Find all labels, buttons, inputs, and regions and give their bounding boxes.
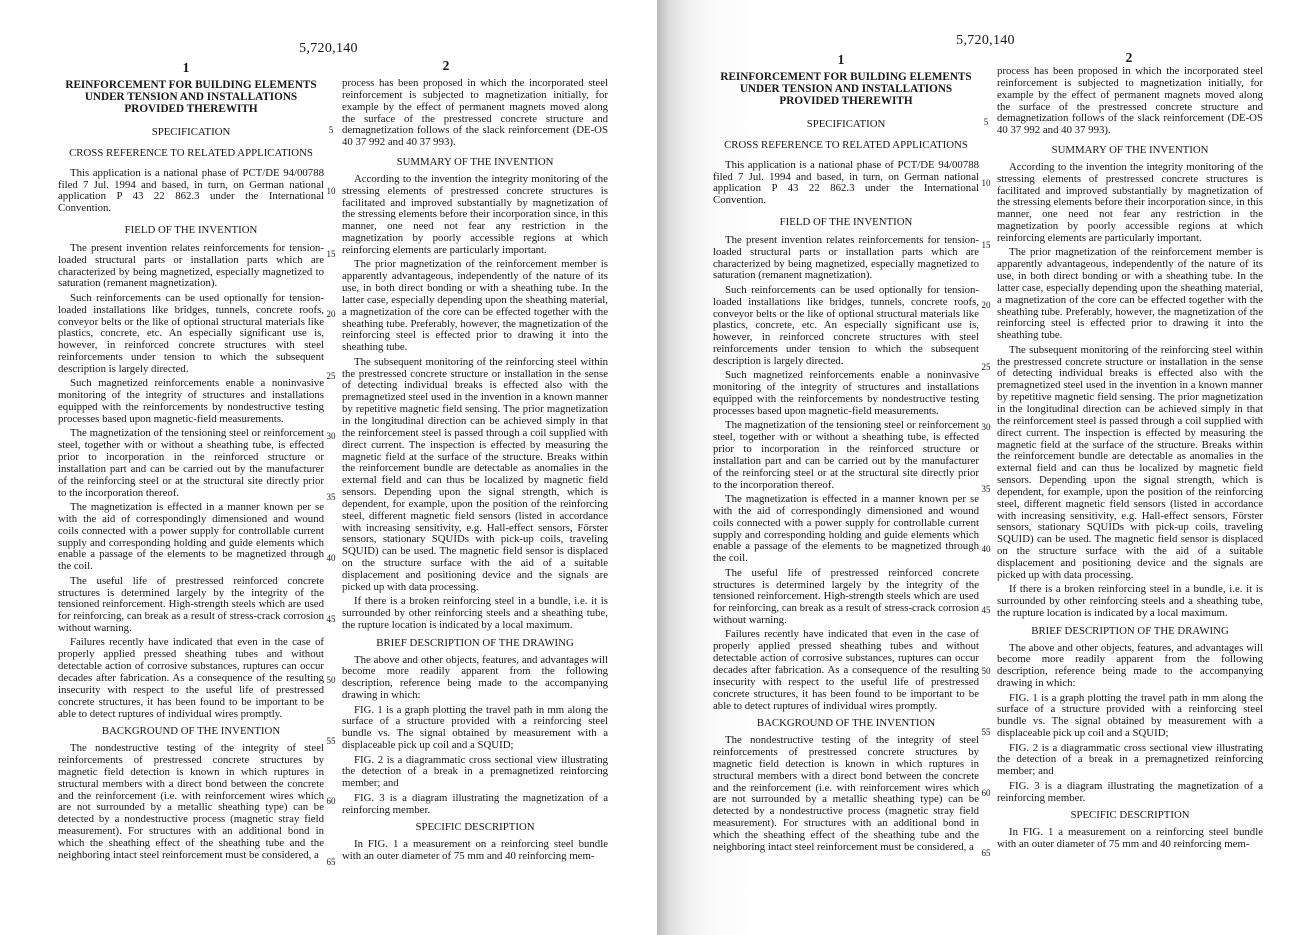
summary-paragraph: According to the invention the integrity monitoring of the stressing elements of prestressed concrete structures is facilitated and improved substantially by magnetization of the stressing elements before their incorporation since, in this manner, one need not fear any restriction in the magnetization by poorly accessible regions at which reinforcing elements are particularly important. <box>997 160 1263 244</box>
field-paragraph: The useful life of prestressed reinforced concrete structures is determined largely by the integrity of the tensioned reinforcement. High-strength steels which are used for reinforcing, can break as a result of stress-crack corrosion without warning. <box>713 566 979 627</box>
line-number: 20 <box>326 309 336 319</box>
field-paragraph: The magnetization is effected in a manner known per se with the aid of correspondingly dimensioned and wound coils connected with a power supply for controllable current supply and corresponding holding and guide elements which enable a passage of the elements to be magnetized through the coil. <box>58 501 324 573</box>
field-heading: FIELD OF THE INVENTION <box>779 216 913 229</box>
line-number: 40 <box>326 553 336 563</box>
column-number-1: 1 <box>182 60 190 75</box>
line-number: 5 <box>328 125 334 135</box>
field-paragraph: Failures recently have indicated that even in the case of properly applied pressed sheathing tubes and without detectable action of corrosive substances, ruptures can occur decades after fabrication. As a consequence of the resulting insecurity with respect to the useful life of prestressed concrete structures, it has been found to be important to be able to detect ruptures of individual wires promptly. <box>713 628 979 712</box>
drawing-paragraph: FIG. 3 is a diagram illustrating the magnetization of a reinforcing member. <box>342 791 608 816</box>
field-paragraph: The magnetization of the tensioning steel or reinforcement steel, together with or without a sheathing tube, is effected prior to incorporation in the reinforced structure or installation part and can be carried out by the manufacturer of the reinforcing steel or at the structural site directly prior to the incorporation thereof. <box>713 419 979 491</box>
line-number: 20 <box>981 300 991 310</box>
drawing-paragraph: FIG. 2 is a diagrammatic cross sectional view illustrating the detection of a break in a premagnetized reinforcing member; and <box>997 741 1263 778</box>
background-paragraph: The nondestructive testing of the integrity of steel reinforcements of prestressed concrete structures by magnetic field detection is known in which ruptures in structural members with a direct bond between the concrete and the reinforcement (i.e. with reinforcement wires which are not surrounded by a metallic sheathing type) can be detected by a nondestructive process (magnetic stray field measurement). For structures with an additional bond in which the sheathing effect of the sheathing tube and the neighboring intact steel reinforcement must be considered, a <box>58 742 324 861</box>
field-paragraph: Such magnetized reinforcements enable a noninvasive monitoring of the integrity of structures and installations equipped with the reinforcements by nondestructive testing processes based upon magnetic-field measurements. <box>58 377 324 425</box>
column-number-2: 2 <box>1125 50 1133 65</box>
specification-heading: SPECIFICATION <box>151 126 231 138</box>
cross-reference-text: This application is a national phase of PCT/DE 94/00788 filed 7 Jul. 1994 and based, in turn, on German national application P 43 22 862.3 under the International Convention. <box>58 166 324 215</box>
field-paragraph: The present invention relates reinforcements for tension-loaded structural parts or installation parts which are characterized by being magnetized, especially magnetized to saturation (remanent magnetization). <box>58 241 324 290</box>
drawing-heading: BRIEF DESCRIPTION OF THE DRAWING <box>1031 624 1229 637</box>
intro-paragraph: process has been proposed in which the incorporated steel reinforcement is subjected to magnetization initially, for example by the effect of permanent magnets moved along the surface of the prestressed concrete structure and demagnetization follows of the slack reinforcement (DE-OS 40 37 992 and 40 37 993). <box>342 77 608 149</box>
summary-paragraph: If there is a broken reinforcing steel in a bundle, i.e. it is surrounded by other reinforcing steels and a sheathing tube, the rupture location is indicated by a local maximum. <box>342 595 608 631</box>
field-paragraph: The magnetization of the tensioning steel or reinforcement steel, together with or without a sheathing tube, is effected prior to incorporation in the reinforced structure or installation part and can be carried out by the manufacturer of the reinforcing steel or at the structural site directly prior to the incorporation thereof. <box>58 427 324 499</box>
summary-heading: SUMMARY OF THE INVENTION <box>1051 144 1209 157</box>
background-heading: BACKGROUND OF THE INVENTION <box>101 725 281 738</box>
summary-paragraph: The subsequent monitoring of the reinforcing steel within the prestressed concrete structure or installation in the sense of detecting individual breaks is effected also with the premagnetized steel used in the invention in a known manner by repetitive magnetic field sensing. The prior magnetization in the longitudinal direction can be achieved simply in that the reinforcement steel is passed through a coil supplied with direct current. The inspection is effected by measuring the magnetic field at the surface of the structure. Breaks within the reinforcement bundle are detectable as anomalies in the external field and can thus be localized by magnetic field sensors. Depending upon the signal strength, which is dependent, for example, upon the position of the reinforcing steel, different magnetic field sensors (listed in accordance with increasing sensitivity, e.g. Hall-effect sensors, Förster sensors, stationary SQUIDs with pick-up coils, traveling SQUID) can be used. The magnetic field sensor is displaced on the structure surface with the aid of a suitable displacement and positioning device and the signals are picked up with data processing. <box>997 343 1263 581</box>
drawing-paragraph: FIG. 1 is a graph plotting the travel path in mm along the surface of a structure provided with a reinforcing steel bundle vs. The signal obtained by measurement with a displaceable pick up coil and a SQUID; <box>997 691 1263 740</box>
cross-reference-text: This application is a national phase of PCT/DE 94/00788 filed 7 Jul. 1994 and based, in turn, on German national application P 43 22 862.3 under the International Convention. <box>713 158 979 207</box>
column-number-1: 1 <box>837 52 845 67</box>
line-number: 5 <box>983 117 989 127</box>
field-paragraph: Such reinforcements can be used optionally for tension-loaded installations like bridges, tunnels, concrete roofs, conveyor belts or the like of optional structural materials like plastics, concrete, etc. An especially significant use is, however, in reinforced concrete structures with steel reinforcements under tension to which the subsequent description is largely directed. <box>713 283 979 367</box>
specific-heading: SPECIFIC DESCRIPTION <box>1070 809 1190 822</box>
field-paragraph: Such reinforcements can be used optionally for tension-loaded installations like bridges, tunnels, concrete roofs, conveyor belts or the like of optional structural materials like plastics, concrete, etc. An especially significant use is, however, in reinforced concrete structures with steel reinforcements under tension to which the subsequent description is largely directed. <box>58 291 324 375</box>
line-number: 25 <box>326 371 336 381</box>
intro-paragraph: process has been proposed in which the incorporated steel reinforcement is subjected to magnetization initially, for example by the effect of permanent magnets moved along the surface of the prestressed concrete structure and demagnetization follows of the slack reinforcement (DE-OS 40 37 992 and 40 37 993). <box>997 65 1263 137</box>
summary-paragraph: The prior magnetization of the reinforcement member is apparently advantageous, independently of the nature of its use, in both direct bonding or with a sheathing tube. In the latter case, especially depending upon the sheathing material, a magnetization of the core can be effected together with the sheathing tube. Preferably, however, the magnetization of the reinforcing steel is effected prior to drawing it into the sheathing tube. <box>342 258 608 354</box>
drawing-paragraph: The above and other objects, features, and advantages will become more readily apparent from the following description, reference being made to the accompanying drawing in which: <box>997 641 1263 690</box>
line-number: 45 <box>981 605 991 615</box>
right-page <box>657 0 1314 935</box>
specific-heading: SPECIFIC DESCRIPTION <box>415 821 535 834</box>
drawing-paragraph: FIG. 1 is a graph plotting the travel path in mm along the surface of a structure provided with a reinforcing steel bundle vs. The signal obtained by measurement with a displaceable pick up coil and a SQUID; <box>342 703 608 752</box>
cross-reference-heading: CROSS REFERENCE TO RELATED APPLICATIONS <box>724 138 968 151</box>
line-number: 65 <box>981 848 991 858</box>
specification-heading: SPECIFICATION <box>806 118 886 130</box>
patent-title: REINFORCEMENT FOR BUILDING ELEMENTS UNDER TENSION AND INSTALLATIONS PROVIDED THEREWITH <box>65 79 317 115</box>
line-number: 55 <box>326 736 336 746</box>
line-numbers <box>657 0 1314 935</box>
drawing-paragraph: FIG. 2 is a diagrammatic cross sectional view illustrating the detection of a break in a premagnetized reinforcing member; and <box>342 753 608 790</box>
line-number: 15 <box>326 249 336 259</box>
line-number: 65 <box>326 857 336 867</box>
line-number: 45 <box>326 614 336 624</box>
drawing-paragraph: FIG. 3 is a diagram illustrating the magnetization of a reinforcing member. <box>997 779 1263 804</box>
field-paragraph: The magnetization is effected in a manner known per se with the aid of correspondingly dimensioned and wound coils connected with a power supply for controllable current supply and corresponding holding and guide elements which enable a passage of the elements to be magnetized through the coil. <box>713 493 979 565</box>
patent-title: REINFORCEMENT FOR BUILDING ELEMENTS UNDER TENSION AND INSTALLATIONS PROVIDED THEREWITH <box>720 71 972 107</box>
summary-paragraph: The prior magnetization of the reinforcement member is apparently advantageous, independently of the nature of its use, in both direct bonding or with a sheathing tube. In the latter case, especially depending upon the sheathing material, a magnetization of the core can be effected together with the sheathing tube. Preferably, however, the magnetization of the reinforcing steel is effected prior to drawing it into the sheathing tube. <box>997 246 1263 342</box>
line-number: 60 <box>981 788 991 798</box>
summary-heading: SUMMARY OF THE INVENTION <box>396 156 554 169</box>
column-number-2: 2 <box>442 58 450 73</box>
patent-number: 5,720,140 <box>956 33 1015 48</box>
drawing-paragraph: The above and other objects, features, and advantages will become more readily apparent from the following description, reference being made to the accompanying drawing in which: <box>342 653 608 702</box>
line-number: 30 <box>981 422 991 432</box>
line-number: 30 <box>326 431 336 441</box>
specific-paragraph: In FIG. 1 a measurement on a reinforcing steel bundle with an outer diameter of 75 mm and 40 reinforcing mem- <box>342 838 608 863</box>
line-number: 10 <box>326 186 336 196</box>
cross-reference-heading: CROSS REFERENCE TO RELATED APPLICATIONS <box>69 146 313 159</box>
line-number: 25 <box>981 362 991 372</box>
line-number: 60 <box>326 796 336 806</box>
patent-number: 5,720,140 <box>299 41 358 56</box>
line-number: 10 <box>981 178 991 188</box>
summary-paragraph: According to the invention the integrity monitoring of the stressing elements of prestressed concrete structures is facilitated and improved substantially by magnetization of the stressing elements before their incorporation since, in this manner, one need not fear any restriction in the magnetization by poorly accessible regions at which reinforcing elements are particularly important. <box>342 172 608 256</box>
line-number: 50 <box>326 675 336 685</box>
summary-paragraph: The subsequent monitoring of the reinforcing steel within the prestressed concrete structure or installation in the sense of detecting individual breaks is effected also with the premagnetized steel used in the invention in a known manner by repetitive magnetic field sensing. The prior magnetization in the longitudinal direction can be achieved simply in that the reinforcement steel is passed through a coil supplied with direct current. The inspection is effected by measuring the magnetic field at the surface of the structure. Breaks within the reinforcement bundle are detectable as anomalies in the external field and can thus be localized by magnetic field sensors. Depending upon the signal strength, which is dependent, for example, upon the position of the reinforcing steel, different magnetic field sensors (listed in accordance with increasing sensitivity, e.g. Hall-effect sensors, Förster sensors, stationary SQUIDs with pick-up coils, traveling SQUID) can be used. The magnetic field sensor is displaced on the structure surface with the aid of a suitable displacement and positioning device and the signals are picked up with data processing. <box>342 355 608 593</box>
line-number: 55 <box>981 727 991 737</box>
background-paragraph: The nondestructive testing of the integrity of steel reinforcements of prestressed concrete structures by magnetic field detection is known in which ruptures in structural members with a direct bond between the concrete and the reinforcement (i.e. with reinforcement wires which are not surrounded by a metallic sheathing type) can be detected by a nondestructive process (magnetic stray field measurement). For structures with an additional bond in which the sheathing effect of the sheathing tube and the neighboring intact steel reinforcement must be considered, a <box>713 734 979 853</box>
line-number: 50 <box>981 666 991 676</box>
field-paragraph: Failures recently have indicated that even in the case of properly applied pressed sheathing tubes and without detectable action of corrosive substances, ruptures can occur decades after fabrication. As a consequence of the resulting insecurity with respect to the useful life of prestressed concrete structures, it has been found to be important to be able to detect ruptures of individual wires promptly. <box>58 636 324 720</box>
specific-paragraph: In FIG. 1 a measurement on a reinforcing steel bundle with an outer diameter of 75 mm and 40 reinforcing mem- <box>997 826 1263 851</box>
line-number: 35 <box>326 492 336 502</box>
field-paragraph: The useful life of prestressed reinforced concrete structures is determined largely by the integrity of the tensioned reinforcement. High-strength steels which are used for reinforcing, can break as a result of stress-crack corrosion without warning. <box>58 574 324 635</box>
field-heading: FIELD OF THE INVENTION <box>124 224 258 237</box>
line-number: 40 <box>981 544 991 554</box>
background-heading: BACKGROUND OF THE INVENTION <box>756 717 936 730</box>
line-number: 15 <box>981 240 991 250</box>
line-number: 35 <box>981 484 991 494</box>
drawing-heading: BRIEF DESCRIPTION OF THE DRAWING <box>376 636 574 649</box>
summary-paragraph: If there is a broken reinforcing steel in a bundle, i.e. it is surrounded by other reinforcing steels and a sheathing tube, the rupture location is indicated by a local maximum. <box>997 583 1263 619</box>
field-paragraph: Such magnetized reinforcements enable a noninvasive monitoring of the integrity of structures and installations equipped with the reinforcements by nondestructive testing processes based upon magnetic-field measurements. <box>713 369 979 417</box>
field-paragraph: The present invention relates reinforcements for tension-loaded structural parts or installation parts which are characterized by being magnetized, especially magnetized to saturation (remanent magnetization). <box>713 233 979 282</box>
